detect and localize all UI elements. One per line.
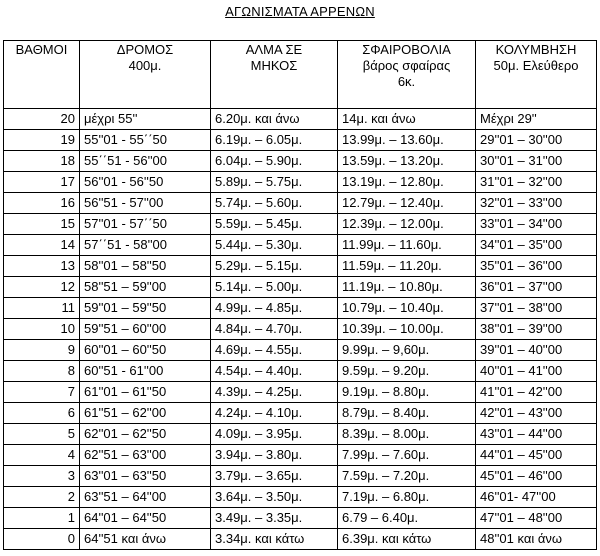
swimming-cell: 41''01 – 42''00 — [476, 382, 597, 403]
points-cell: 7 — [4, 382, 80, 403]
shot-put-cell: 11.99μ. – 11.60μ. — [338, 235, 476, 256]
shot-put-cell: 12.79μ. – 12.40μ. — [338, 193, 476, 214]
long-jump-cell: 3.79μ. – 3.65μ. — [211, 466, 338, 487]
swimming-cell: 42''01 – 43''00 — [476, 403, 597, 424]
swimming-cell: 30''01 – 31''00 — [476, 151, 597, 172]
table-row — [4, 130, 597, 151]
points-cell: 18 — [4, 151, 80, 172]
shot-put-cell: 9.19μ. – 8.80μ. — [338, 382, 476, 403]
swimming-cell: 35''01 – 36''00 — [476, 256, 597, 277]
table-row — [4, 298, 597, 319]
long-jump-cell: 4.54μ. – 4.40μ. — [211, 361, 338, 382]
table-row — [4, 529, 597, 550]
points-cell: 14 — [4, 235, 80, 256]
swimming-cell: Μέχρι 29'' — [476, 109, 597, 130]
long-jump-cell: 6.19μ. – 6.05μ. — [211, 130, 338, 151]
table-row — [4, 424, 597, 445]
points-cell: 16 — [4, 193, 80, 214]
points-cell: 2 — [4, 487, 80, 508]
swimming-cell: 31''01 – 32''00 — [476, 172, 597, 193]
page-title: ΑΓΩΝΙΣΜΑΤΑ ΑΡΡΕΝΩΝ — [225, 4, 375, 19]
swimming-cell: 48''01 και άνω — [476, 529, 597, 550]
header-line: 400μ. — [128, 58, 162, 73]
running-cell: 61''01 – 61''50 — [80, 382, 211, 403]
swimming-cell: 43''01 – 44''00 — [476, 424, 597, 445]
header-running-400m — [80, 41, 211, 109]
long-jump-cell: 5.29μ. – 5.15μ. — [211, 256, 338, 277]
table-body — [4, 109, 597, 550]
swimming-cell: 40''01 – 41''00 — [476, 361, 597, 382]
shot-put-cell: 6.79 – 6.40μ. — [338, 508, 476, 529]
swimming-cell: 45''01 – 46''00 — [476, 466, 597, 487]
points-cell: 8 — [4, 361, 80, 382]
swimming-cell: 44''01 – 45''00 — [476, 445, 597, 466]
running-cell: 55''01 - 55΄΄50 — [80, 130, 211, 151]
shot-put-cell: 11.59μ. – 11.20μ. — [338, 256, 476, 277]
running-cell: 64''01 – 64''50 — [80, 508, 211, 529]
swimming-cell: 39''01 – 40''00 — [476, 340, 597, 361]
shot-put-cell: 13.99μ. – 13.60μ. — [338, 130, 476, 151]
swimming-cell: 33''01 – 34''00 — [476, 214, 597, 235]
swimming-cell: 34''01 – 35''00 — [476, 235, 597, 256]
table-row — [4, 508, 597, 529]
shot-put-cell: 9.59μ. – 9.20μ. — [338, 361, 476, 382]
scoring-table — [3, 40, 597, 550]
running-cell: 63''01 – 63''50 — [80, 466, 211, 487]
header-line: ΣΦΑΙΡΟΒΟΛΙΑ — [362, 42, 451, 57]
running-cell: 59''01 – 59''50 — [80, 298, 211, 319]
running-cell: 57''01 - 57΄΄50 — [80, 214, 211, 235]
running-cell: 64''51 και άνω — [80, 529, 211, 550]
header-line: ΔΡΟΜΟΣ — [116, 42, 174, 57]
running-cell: 58''51 – 59''00 — [80, 277, 211, 298]
points-cell: 10 — [4, 319, 80, 340]
long-jump-cell: 3.34μ. και κάτω — [211, 529, 338, 550]
long-jump-cell: 3.94μ. – 3.80μ. — [211, 445, 338, 466]
header-line: ΚΟΛΥΜΒΗΣΗ — [495, 42, 577, 57]
table-row — [4, 109, 597, 130]
swimming-cell: 36''01 – 37''00 — [476, 277, 597, 298]
table-row — [4, 256, 597, 277]
points-cell: 5 — [4, 424, 80, 445]
shot-put-cell: 7.99μ. – 7.60μ. — [338, 445, 476, 466]
header-line: ΜΗΚΟΣ — [250, 58, 298, 73]
long-jump-cell: 5.89μ. – 5.75μ. — [211, 172, 338, 193]
long-jump-cell: 6.20μ. και άνω — [211, 109, 338, 130]
long-jump-cell: 4.84μ. – 4.70μ. — [211, 319, 338, 340]
table-row — [4, 445, 597, 466]
shot-put-cell: 14μ. και άνω — [338, 109, 476, 130]
points-cell: 15 — [4, 214, 80, 235]
swimming-cell: 32''01 – 33''00 — [476, 193, 597, 214]
points-cell: 9 — [4, 340, 80, 361]
shot-put-cell: 13.59μ. – 13.20μ. — [338, 151, 476, 172]
running-cell: 61''51 – 62''00 — [80, 403, 211, 424]
long-jump-cell: 4.69μ. – 4.55μ. — [211, 340, 338, 361]
shot-put-cell: 10.79μ. – 10.40μ. — [338, 298, 476, 319]
header-points — [4, 41, 80, 109]
header-long-jump — [211, 41, 338, 109]
shot-put-cell: 7.59μ. – 7.20μ. — [338, 466, 476, 487]
swimming-cell: 47''01 – 48''00 — [476, 508, 597, 529]
points-cell: 19 — [4, 130, 80, 151]
points-cell: 0 — [4, 529, 80, 550]
long-jump-cell: 4.99μ. – 4.85μ. — [211, 298, 338, 319]
table-row — [4, 403, 597, 424]
points-cell: 11 — [4, 298, 80, 319]
running-cell: 60''01 – 60''50 — [80, 340, 211, 361]
long-jump-cell: 4.24μ. – 4.10μ. — [211, 403, 338, 424]
running-cell: 63''51 – 64''00 — [80, 487, 211, 508]
table-row — [4, 319, 597, 340]
shot-put-cell: 7.19μ. – 6.80μ. — [338, 487, 476, 508]
running-cell: 57΄΄51 - 58''00 — [80, 235, 211, 256]
swimming-cell: 38''01 – 39''00 — [476, 319, 597, 340]
table-row — [4, 151, 597, 172]
long-jump-cell: 5.14μ. – 5.00μ. — [211, 277, 338, 298]
long-jump-cell: 5.74μ. – 5.60μ. — [211, 193, 338, 214]
long-jump-cell: 5.59μ. – 5.45μ. — [211, 214, 338, 235]
shot-put-cell: 10.39μ. – 10.00μ. — [338, 319, 476, 340]
running-cell: 59''51 – 60''00 — [80, 319, 211, 340]
shot-put-cell: 8.39μ. – 8.00μ. — [338, 424, 476, 445]
long-jump-cell: 3.49μ. – 3.35μ. — [211, 508, 338, 529]
running-cell: 56''51 - 57''00 — [80, 193, 211, 214]
shot-put-cell: 6.39μ. και κάτω — [338, 529, 476, 550]
header-swimming-50m — [476, 41, 597, 109]
table-row — [4, 382, 597, 403]
header-line: βάρος σφαίρας — [362, 58, 451, 73]
running-cell: 62''01 – 62''50 — [80, 424, 211, 445]
shot-put-cell: 9.99μ. – 9,60μ. — [338, 340, 476, 361]
table-row — [4, 466, 597, 487]
header-line: 50μ. Ελεύθερο — [493, 58, 579, 73]
points-cell: 6 — [4, 403, 80, 424]
long-jump-cell: 4.39μ. – 4.25μ. — [211, 382, 338, 403]
running-cell: 55΄΄51 - 56''00 — [80, 151, 211, 172]
shot-put-cell: 8.79μ. – 8.40μ. — [338, 403, 476, 424]
running-cell: 62''51 – 63''00 — [80, 445, 211, 466]
swimming-cell: 29''01 – 30''00 — [476, 130, 597, 151]
table-row — [4, 361, 597, 382]
header-line: ΑΛΜΑ ΣΕ — [245, 42, 303, 57]
points-cell: 13 — [4, 256, 80, 277]
long-jump-cell: 4.09μ. – 3.95μ. — [211, 424, 338, 445]
swimming-cell: 46''01- 47''00 — [476, 487, 597, 508]
table-row — [4, 340, 597, 361]
table-row — [4, 277, 597, 298]
points-cell: 3 — [4, 466, 80, 487]
table-row — [4, 487, 597, 508]
points-cell: 20 — [4, 109, 80, 130]
running-cell: 60''51 - 61''00 — [80, 361, 211, 382]
points-cell: 12 — [4, 277, 80, 298]
header-row — [4, 41, 597, 109]
points-cell: 17 — [4, 172, 80, 193]
running-cell: 58''01 – 58''50 — [80, 256, 211, 277]
points-cell: 4 — [4, 445, 80, 466]
swimming-cell: 37''01 – 38''00 — [476, 298, 597, 319]
running-cell: 56''01 - 56''50 — [80, 172, 211, 193]
header-line: 6κ. — [397, 74, 416, 89]
header-shot-put — [338, 41, 476, 109]
shot-put-cell: 13.19μ. – 12.80μ. — [338, 172, 476, 193]
long-jump-cell: 3.64μ. – 3.50μ. — [211, 487, 338, 508]
table-row — [4, 172, 597, 193]
table-row — [4, 193, 597, 214]
points-cell: 1 — [4, 508, 80, 529]
table-row — [4, 214, 597, 235]
long-jump-cell: 6.04μ. – 5.90μ. — [211, 151, 338, 172]
running-cell: μέχρι 55'' — [80, 109, 211, 130]
table-row — [4, 235, 597, 256]
shot-put-cell: 11.19μ. – 10.80μ. — [338, 277, 476, 298]
shot-put-cell: 12.39μ. – 12.00μ. — [338, 214, 476, 235]
long-jump-cell: 5.44μ. – 5.30μ. — [211, 235, 338, 256]
header-line: ΒΑΘΜΟΙ — [15, 42, 68, 57]
